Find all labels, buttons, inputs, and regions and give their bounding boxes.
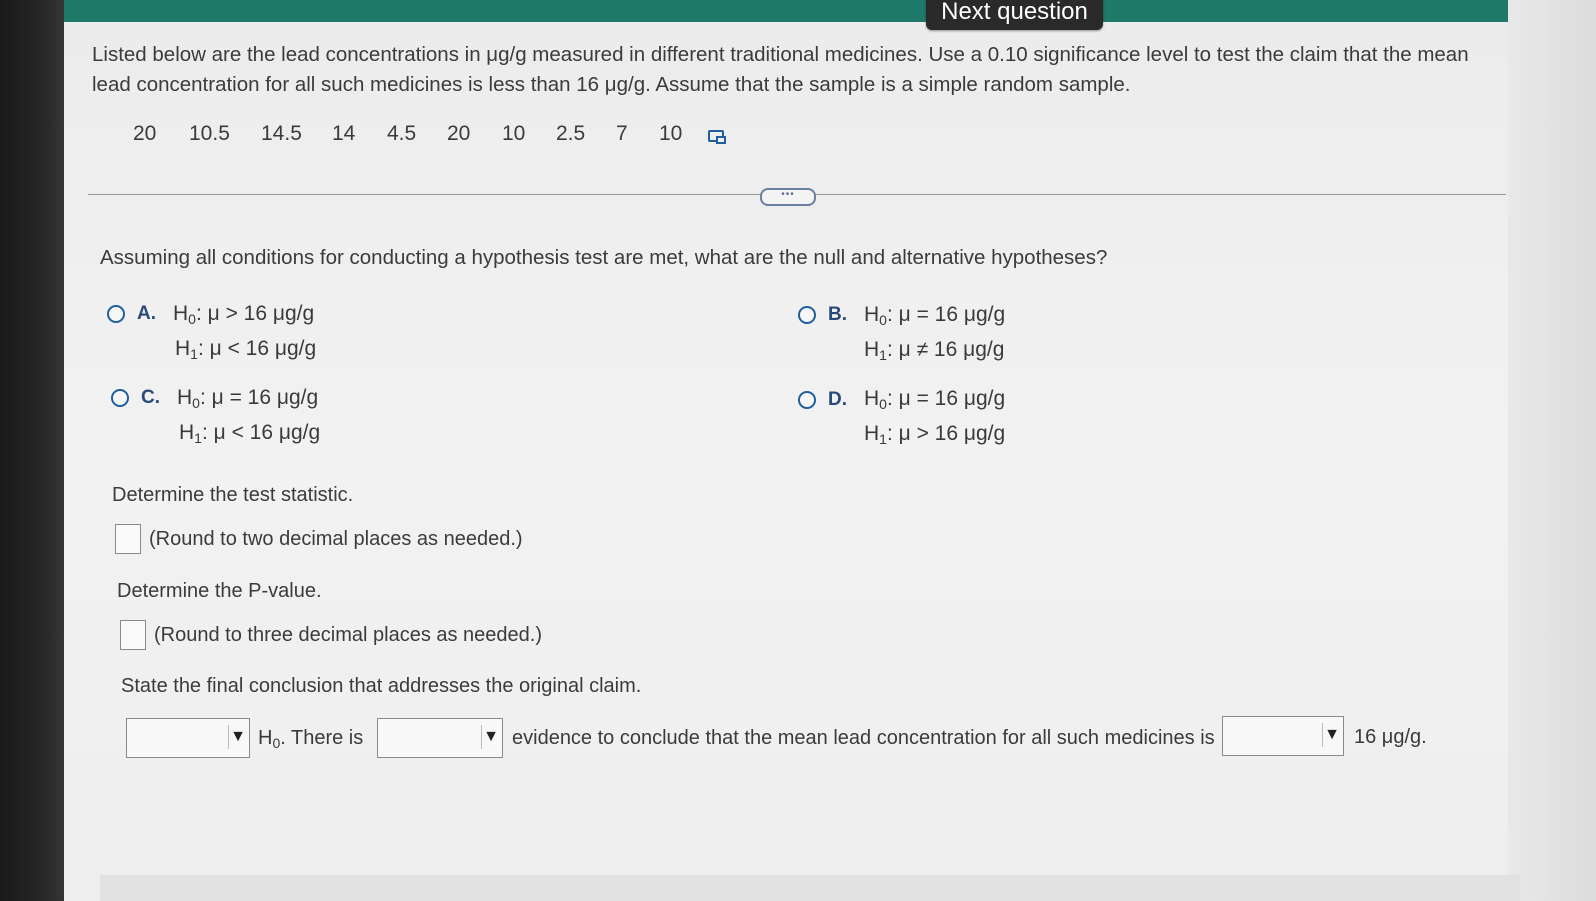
- data-value: 14: [332, 122, 356, 145]
- bottom-toolbar: [100, 875, 1520, 901]
- data-value: 14.5: [261, 122, 302, 145]
- chevron-down-icon: ▼: [1322, 723, 1341, 747]
- chevron-down-icon: ▼: [481, 725, 500, 749]
- option-b-h0: $H_0$: μ = 16 μg/g: [864, 303, 1006, 328]
- data-value: 2.5: [556, 122, 586, 145]
- test-statistic-label: Determine the test statistic.: [112, 484, 354, 506]
- option-a-letter: A.: [137, 303, 156, 324]
- option-d-h0: $H_0$: μ = 16 μg/g: [864, 387, 1006, 412]
- p-value-input[interactable]: [120, 620, 146, 650]
- question-prompt: Listed below are the lead concentrations in μg/g measured in different traditional medicines. Use a 0.10 significance level to test the claim that the mean lead concentration for all such medicines is less than 16 μg/g. Assume that the sample is a simple random sample.: [92, 43, 1469, 96]
- screen-bezel: [0, 0, 70, 901]
- option-a-h1: $H_1$: μ < 16 μg/g: [175, 337, 317, 362]
- expand-toggle-button[interactable]: •••: [760, 188, 816, 206]
- option-b-h1: $H_1$: μ ≠ 16 μg/g: [864, 338, 1005, 363]
- option-a-h0: $H_0$: μ > 16 μg/g: [173, 302, 315, 327]
- conclusion-label: State the final conclusion that addresses the original claim.: [121, 675, 642, 697]
- option-d-h1: $H_1$: μ > 16 μg/g: [864, 422, 1006, 447]
- conclusion-end-text: 16 μg/g.: [1354, 726, 1427, 748]
- option-d-letter: D.: [828, 389, 847, 410]
- radio-option-c[interactable]: [111, 389, 129, 407]
- p-value-hint: (Round to three decimal places as needed.): [154, 624, 543, 646]
- next-question-button[interactable]: Next question: [926, 0, 1103, 30]
- radio-option-b[interactable]: [798, 306, 816, 324]
- right-edge: [1508, 0, 1596, 901]
- comparison-select[interactable]: [1222, 716, 1344, 756]
- data-value: 10: [659, 122, 683, 145]
- copy-data-icon[interactable]: [708, 130, 724, 142]
- option-c-h1: $H_1$: μ < 16 μg/g: [179, 421, 321, 446]
- top-bar: [64, 0, 1556, 22]
- test-statistic-hint: (Round to two decimal places as needed.): [149, 528, 523, 550]
- question-panel: [64, 22, 1556, 901]
- conclusion-h0-text: $H_0$. There is: [258, 727, 364, 751]
- radio-option-a[interactable]: [107, 305, 125, 323]
- data-value: 10: [502, 122, 526, 145]
- option-c-h0: $H_0$: μ = 16 μg/g: [177, 386, 319, 411]
- data-value: 7: [616, 122, 628, 145]
- option-b-letter: B.: [828, 304, 847, 325]
- data-value: 20: [447, 122, 471, 145]
- radio-option-d[interactable]: [798, 391, 816, 409]
- p-value-label: Determine the P-value.: [117, 580, 322, 602]
- data-value: 20: [133, 122, 157, 145]
- data-value: 10.5: [189, 122, 230, 145]
- hypotheses-question: Assuming all conditions for conducting a hypothesis test are met, what are the null and alternative hypotheses?: [100, 246, 1108, 269]
- conclusion-middle-text: evidence to conclude that the mean lead concentration for all such medicines is: [512, 727, 1215, 749]
- reject-decision-select[interactable]: [126, 718, 250, 758]
- data-value: 4.5: [387, 122, 417, 145]
- option-c-letter: C.: [141, 387, 160, 408]
- test-statistic-input[interactable]: [115, 524, 141, 554]
- evidence-select[interactable]: [377, 718, 503, 758]
- chevron-down-icon: ▼: [228, 725, 247, 749]
